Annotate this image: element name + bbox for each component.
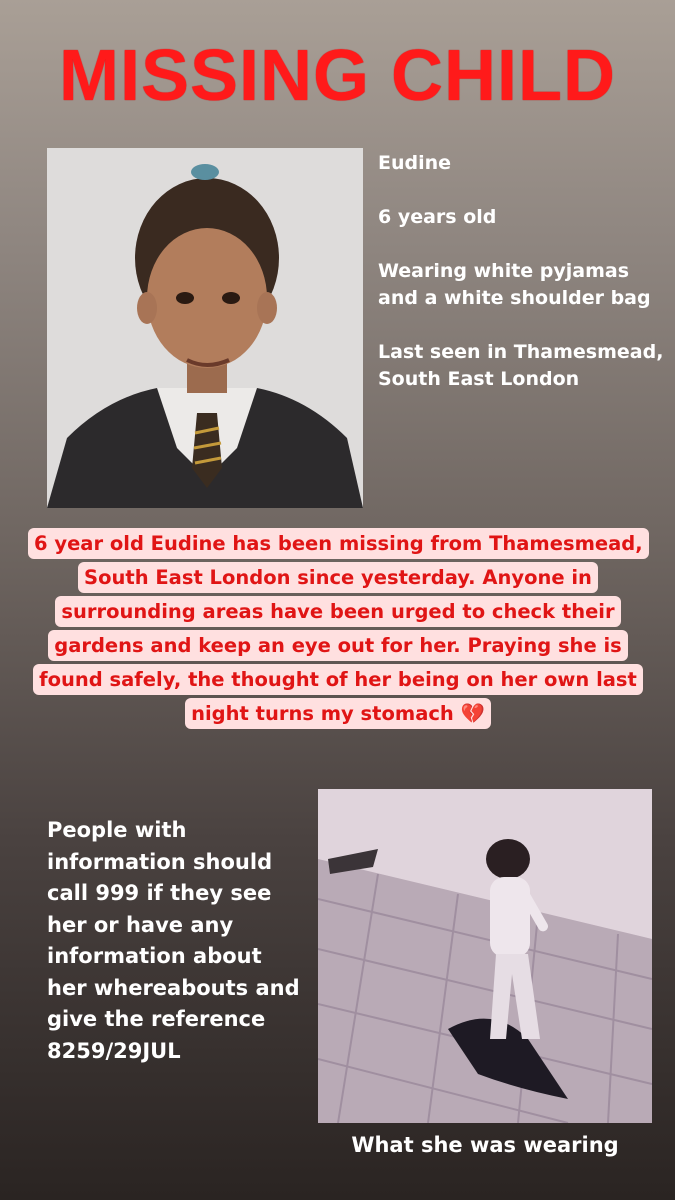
- child-name: Eudine: [378, 152, 452, 174]
- callout-text: 6 year old Eudine has been missing from Thamesmead, South East London since yesterday. Anyone in surrounding areas have been urged to check their gardens and keep an eye out for her. Praying she is found safely, the thought of her being on her own last night turns my stomach: [34, 532, 643, 725]
- child-age: 6 years old: [378, 206, 497, 228]
- child-school-photo: [47, 148, 363, 508]
- broken-heart-icon: 💔: [460, 702, 485, 725]
- page-title: MISSING CHILD: [58, 36, 616, 116]
- police-appeal-text: People with information should call 999 if they see her or have any information about her whereabouts and give the reference 8259/29JUL: [47, 818, 300, 1063]
- last-seen: Last seen in Thamesmead, South East London: [378, 341, 664, 390]
- cctv-photo: [318, 789, 652, 1123]
- child-details: [378, 150, 668, 420]
- photo-caption: What she was wearing: [351, 1133, 619, 1157]
- appeal-callout: [28, 527, 648, 731]
- child-clothing: Wearing white pyjamas and a white shoulder bag: [378, 260, 651, 309]
